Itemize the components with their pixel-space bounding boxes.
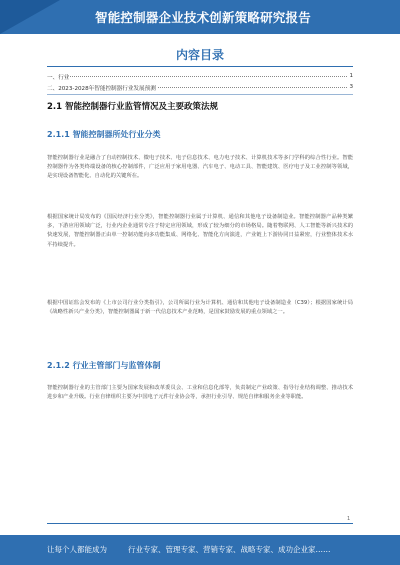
toc-bottom-rule — [47, 94, 353, 95]
paragraph-2: 根据国家统计局发布的《国民经济行业分类》，智能控制器行业属于计算机、通信和其他电子设备制造业。智能控制器产品种类繁多，下游应用领域广泛，行业内企业通常专注于特定应用领域，形成了较为细分的市场格局。随着物联网、人工智能等新兴技术的快速发展，智能控制器正由单一控制功能向多功能集成、网络化、智能化方向演进，产业链上下游协同日益紧密，行业整体技术水平持续提升。 — [47, 214, 353, 248]
paragraph-4: 智能控制器行业的主管部门主要为国家发展和改革委员会、工业和信息化部等，负责制定产业政策、指导行业结构调整、推动技术进步和产业升级。行业自律组织主要为中国电子元件行业协会等，承担行业引导、规范自律和服务企业等职能。 — [47, 385, 353, 401]
banner-accent — [0, 0, 60, 34]
toc-item-page: 3 — [349, 84, 353, 90]
paragraph-3: 根据中国证监会发布的《上市公司行业分类指引》，公司所属行业为计算机、通信和其他电子设备制造业（C39）；根据国家统计局《战略性新兴产业分类》，智能控制器属于新一代信息技术产业范畴，是国家鼓励发展的重点领域之一。 — [47, 300, 353, 316]
header-banner — [0, 0, 400, 34]
toc-item-1[interactable] — [47, 73, 353, 81]
paragraph-1: 智能控制器行业是融合了自动控制技术、微电子技术、电子信息技术、电力电子技术、计算机技术等多门学科的综合性行业。智能控制器作为各类终端设备的核心控制部件，广泛应用于家用电器、汽车电子、电动工具、智能建筑、医疗电子及工业控制等领域，是实现设备智能化、自动化的关键所在。 — [47, 155, 353, 180]
footer-slogan: 让每个人都能成为 — [47, 545, 107, 554]
footer-banner — [0, 535, 400, 565]
toc-item-2[interactable] — [47, 84, 353, 92]
toc-heading: 内容目录 — [175, 48, 224, 62]
section-heading: 2.1 智能控制器行业监管情况及主要政策法规 — [47, 102, 219, 112]
toc-item-label: 一、行业 — [47, 75, 70, 81]
subsection-heading-2: 2.1.2 行业主管部门与监管体制 — [47, 361, 161, 370]
page-bottom-rule — [47, 523, 353, 524]
footer-tags: 行业专家、管理专家、营销专家、战略专家、成功企业家…… — [128, 545, 331, 554]
report-title: 智能控制器企业技术创新策略研究报告 — [95, 10, 311, 25]
toc-divider — [47, 66, 353, 67]
subsection-heading-1: 2.1.1 智能控制器所处行业分类 — [47, 130, 161, 139]
toc-leader — [47, 76, 347, 77]
toc-item-page: 1 — [349, 73, 353, 79]
page-number: 1 — [347, 516, 351, 522]
toc-item-label: 二、2023-2028年智能控制器行业发展预测 — [47, 86, 156, 92]
